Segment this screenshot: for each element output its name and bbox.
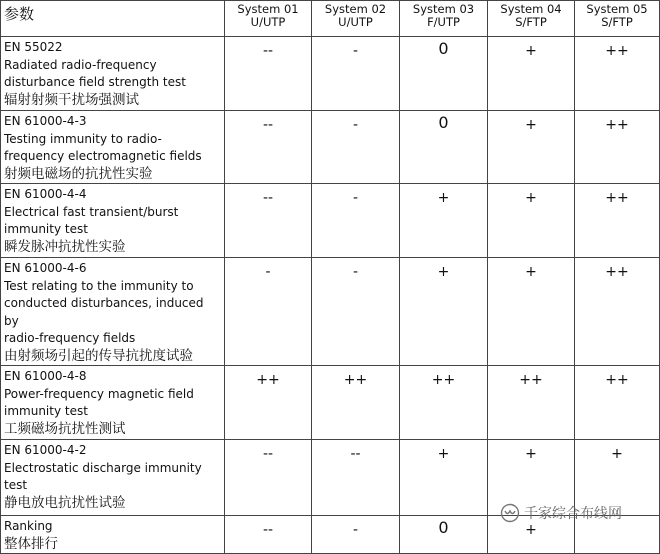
ranking-label-cell: Ranking 整体排行 [1, 516, 225, 554]
rating-cell: ++ [575, 111, 660, 184]
wechat-channel-icon [500, 503, 520, 523]
rating-cell: + [488, 258, 575, 366]
rating-cell: + [488, 111, 575, 184]
rating-cell: + [488, 440, 575, 516]
test-name-cell: EN 61000-4-8 Power-frequency magnetic field immunity test 工频磁场抗扰性测试 [1, 366, 225, 440]
rating-cell: - [225, 258, 312, 366]
rating-cell: -- [225, 440, 312, 516]
test-name-cell: EN 55022 Radiated radio-frequency disturbance field strength test 辐射射频干扰场强测试 [1, 37, 225, 111]
rating-cell: -- [312, 440, 400, 516]
rating-cell: + [488, 184, 575, 258]
table-row [1, 258, 660, 366]
rating-cell: ++ [575, 37, 660, 111]
rating-cell: -- [225, 111, 312, 184]
rating-cell: -- [225, 516, 312, 554]
test-name-cell: EN 61000-4-3 Testing immunity to radio- frequency electromagnetic fields 射频电磁场的抗扰性实验 [1, 111, 225, 184]
rating-cell: ++ [575, 258, 660, 366]
rating-cell: + [400, 440, 488, 516]
rating-cell: - [312, 184, 400, 258]
table-row [1, 37, 660, 111]
rating-cell: ++ [400, 366, 488, 440]
rating-cell: + [488, 516, 575, 554]
system-05-header: System 05 S/FTP [575, 1, 660, 37]
rating-cell: - [312, 516, 400, 554]
header-row [1, 1, 660, 37]
system-04-header: System 04 S/FTP [488, 1, 575, 37]
param-header: 参数 [1, 1, 225, 37]
watermark [500, 500, 660, 526]
rating-cell: ++ [575, 184, 660, 258]
rating-cell: 0 [400, 516, 488, 554]
rating-cell: 0 [400, 111, 488, 184]
rating-cell: + [400, 258, 488, 366]
watermark-text: 千家综合布线网 [524, 506, 622, 522]
table-row [1, 366, 660, 440]
rating-cell: -- [225, 37, 312, 111]
test-name-cell: EN 61000-4-6 Test relating to the immunity to conducted disturbances, induced by radio-frequency fields 由射频场引起的传导抗扰度试验 [1, 258, 225, 366]
test-name-cell: EN 61000-4-2 Electrostatic discharge immunity test 静电放电抗扰性试验 [1, 440, 225, 516]
system-02-header: System 02 U/UTP [312, 1, 400, 37]
table-row [1, 111, 660, 184]
rating-cell: -- [225, 184, 312, 258]
rating-cell: ++ [312, 366, 400, 440]
rating-cell: - [312, 111, 400, 184]
system-01-header: System 01 U/UTP [225, 1, 312, 37]
system-03-header: System 03 F/UTP [400, 1, 488, 37]
rating-cell: + [400, 184, 488, 258]
rating-cell: 0 [400, 37, 488, 111]
rating-cell: ++ [488, 366, 575, 440]
rating-cell: + [575, 440, 660, 516]
rating-cell: + [488, 37, 575, 111]
rating-cell: ++ [575, 366, 660, 440]
rating-cell: ++ [225, 366, 312, 440]
rating-cell: - [312, 258, 400, 366]
test-name-cell: EN 61000-4-4 Electrical fast transient/burst immunity test 瞬发脉冲抗扰性实验 [1, 184, 225, 258]
rating-cell: - [312, 37, 400, 111]
table-row [1, 184, 660, 258]
